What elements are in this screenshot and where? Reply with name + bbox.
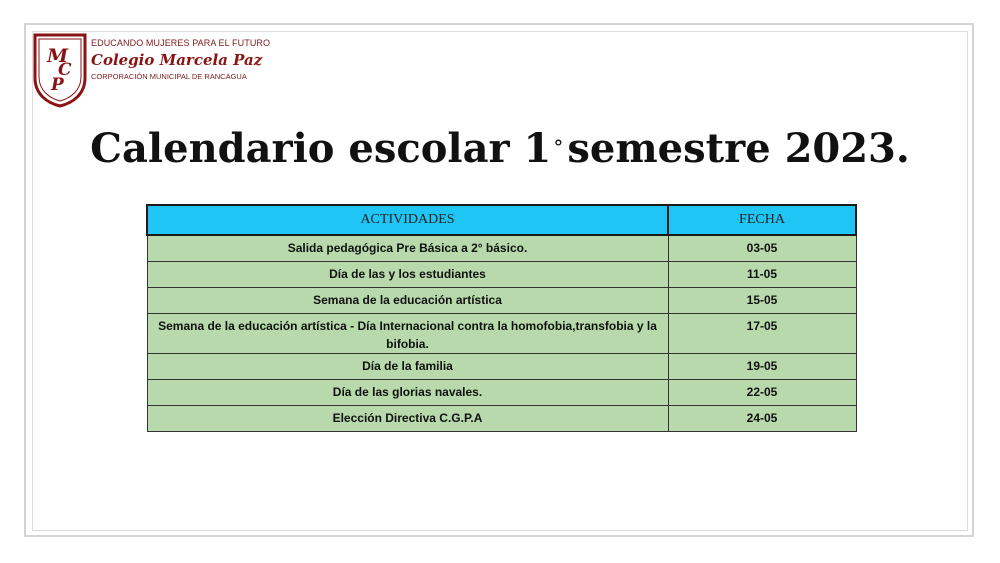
date-cell: 19-05	[668, 353, 856, 379]
crest-letter-m: M	[47, 45, 69, 67]
logo-school-name: Colegio Marcela Paz	[91, 51, 263, 69]
table-row	[147, 353, 856, 379]
table-row	[147, 261, 856, 287]
activity-cell: Día de la familia	[147, 353, 668, 379]
table-row	[147, 235, 856, 261]
page-title	[0, 121, 1000, 177]
date-cell: 17-05	[668, 313, 856, 353]
table-row	[147, 287, 856, 313]
logo-motto: EDUCANDO MUJERES PARA EL FUTURO	[91, 38, 271, 48]
activity-cell: Salida pedagógica Pre Básica a 2° básico.	[147, 235, 668, 261]
title-degree-sign: °	[553, 135, 564, 159]
logo-corporation: CORPORACIÓN MUNICIPAL DE RANCAGUA	[91, 72, 247, 81]
crest-letter-c: C	[58, 60, 72, 80]
title-part-2: semestre 2023.	[567, 125, 910, 172]
activity-cell: Elección Directiva C.G.P.A	[147, 405, 668, 431]
table-row	[147, 313, 856, 353]
table-row	[147, 405, 856, 431]
table-header-row	[147, 205, 856, 235]
date-cell: 11-05	[668, 261, 856, 287]
activity-cell: Día de las glorias navales.	[147, 379, 668, 405]
date-cell: 24-05	[668, 405, 856, 431]
date-cell: 03-05	[668, 235, 856, 261]
date-cell: 15-05	[668, 287, 856, 313]
activity-cell: Semana de la educación artística	[147, 287, 668, 313]
school-logo	[31, 32, 271, 108]
crest-letter-p: P	[51, 75, 64, 95]
school-crest-icon	[31, 32, 91, 108]
column-header-fecha: FECHA	[668, 205, 856, 235]
activity-cell: Día de las y los estudiantes	[147, 261, 668, 287]
date-cell: 22-05	[668, 379, 856, 405]
activities-table	[146, 204, 857, 432]
column-header-actividades: ACTIVIDADES	[147, 205, 668, 235]
title-part-1: Calendario escolar 1	[90, 125, 552, 172]
activity-cell: Semana de la educación artística - Día Internacional contra la homofobia,transfobia y la bifobia.	[147, 313, 668, 353]
table-row	[147, 379, 856, 405]
